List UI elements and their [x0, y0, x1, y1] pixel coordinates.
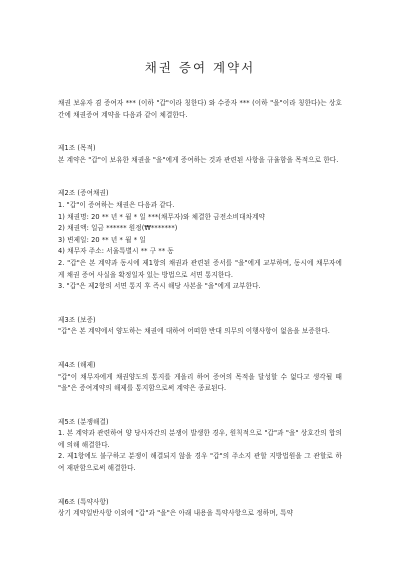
intro-paragraph: 채권 보유자 겸 증여자 *** (이하 "갑"이라 칭한다) 와 수증자 *** (이하 "을"이라 칭한다)는 상호간에 채권증여 계약을 다음과 같이 체결한다.	[58, 99, 342, 119]
article-1	[58, 143, 342, 166]
article-4	[58, 360, 342, 395]
article-text: "갑"이 채무자에게 채권양도의 통지를 게을리 하여 증여의 목적을 달성할 수 없다고 생각될 때 "을"은 증여계약의 해제를 통지함으로써 계약은 종료된다.	[58, 372, 342, 393]
article-item: 2. "갑"은 본 계약과 동시에 제1항의 채권과 관련된 증서를 "을"에게 교부하며, 동시에 채무자에게 채권 증여 사실을 확정일자 있는 방법으로 서면 통지한다.	[58, 258, 342, 279]
article-heading: 제6조 (특약사항)	[58, 497, 109, 506]
article-line: 1) 채권명: 20 ** 년 * 월 * 일 ***(채무자)와 체결한 금전소비대차계약	[58, 212, 266, 221]
article-text: "갑"은 본 계약에서 양도하는 채권에 대하여 어떠한 반대 의무의 이행사항이 없음을 보증한다.	[58, 327, 330, 336]
article-line: 3) 변제일: 20 ** 년 * 월 * 일	[58, 235, 146, 244]
article-item: 3. "갑"은 제2항의 서면 통지 후 즉시 해당 사본을 "을"에게 교부한다.	[58, 282, 261, 291]
article-text: 상기 계약일반사항 이외에 "갑"과 "을"은 아래 내용을 특약사항으로 정하며, 특약	[58, 509, 294, 518]
article-6	[58, 497, 342, 520]
article-heading: 제4조 (해제)	[58, 360, 96, 369]
article-heading: 제1조 (목적)	[58, 144, 96, 153]
article-line: 2) 채권액: 일금 ****** 원정(₩*******)	[58, 224, 178, 233]
article-line: 4) 채무자 주소: 서울특별시 ** 구 ** 동	[58, 247, 174, 256]
article-heading: 제3조 (보증)	[58, 315, 96, 324]
article-item: 2. 제1항에도 불구하고 분쟁이 해결되지 않을 경우 "갑"의 주소지 관할 지방법원을 그 관할로 하여 재판함으로써 해결한다.	[58, 452, 342, 473]
article-5	[58, 417, 342, 475]
article-heading: 제2조 (증여채권)	[58, 189, 109, 198]
article-line: 1. "갑"이 증여하는 채권은 다음과 같다.	[58, 200, 175, 209]
document-body	[58, 98, 342, 542]
article-item: 1. 본 계약과 관련하여 양 당사자간의 분쟁이 발생한 경우, 원칙적으로 "갑"과 "을" 상호간의 합의에 의해 해결한다.	[58, 429, 342, 449]
article-2	[58, 188, 342, 292]
article-3	[58, 315, 342, 338]
article-text: 본 계약은 "갑"이 보유한 채권을 "을"에게 증여하는 것과 관련된 사항을 규율함을 목적으로 한다.	[58, 155, 339, 164]
document-title: 채권 증여 계약서	[144, 60, 256, 75]
article-heading: 제5조 (분쟁해결)	[58, 417, 109, 426]
